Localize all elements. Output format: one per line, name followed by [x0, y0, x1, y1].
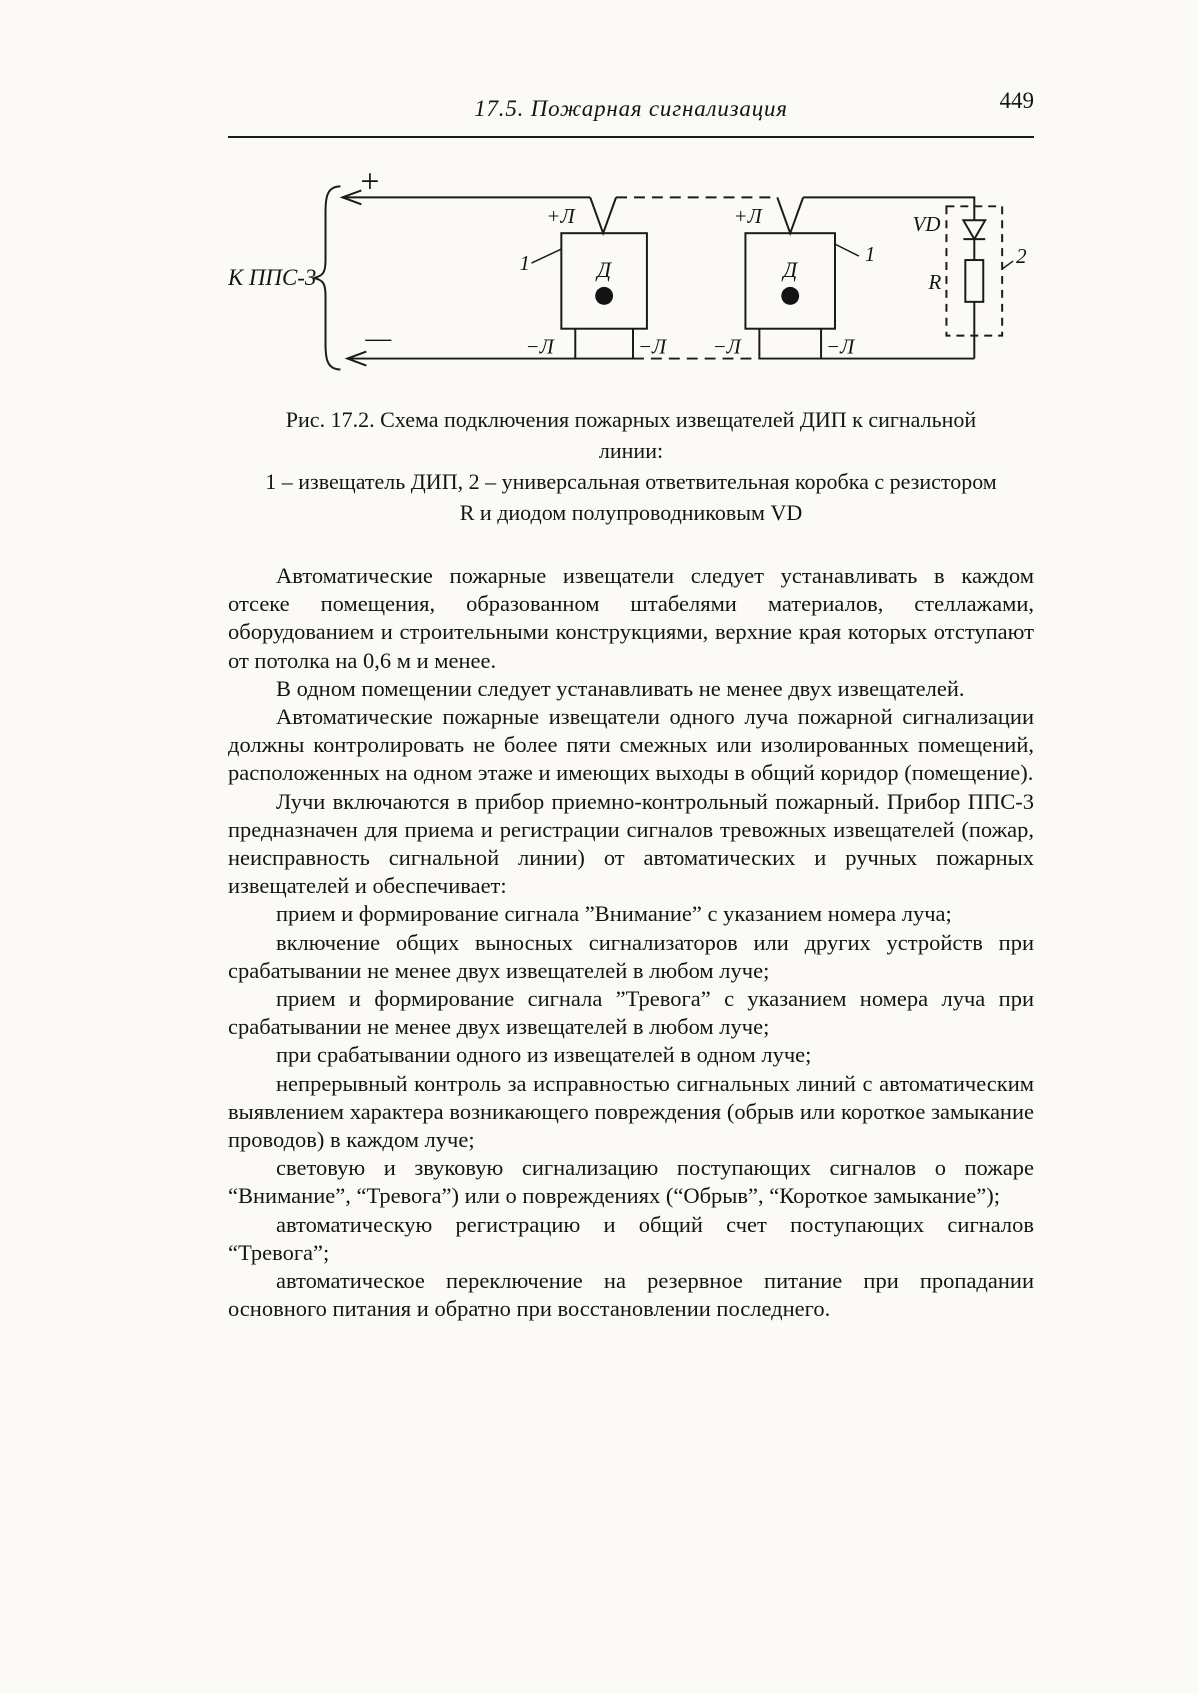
paragraph: Лучи включаются в прибор приемно-контрольный пожарный. Прибор ППС-3 предназначен для приема и регистрации сигналов тревожных извещателей (пожар, неисправность сигнальной линии) от автоматических и ручных пожарных извещателей и обеспечивает: [228, 788, 1034, 899]
minus-l-label-2: −Л [637, 334, 667, 359]
diode-label: VD [912, 212, 941, 237]
header-rule [228, 136, 1034, 138]
paragraph: включение общих выносных сигнализаторов или других устройств при срабатывании не менее двух извещателей в любом луче; [228, 929, 1034, 983]
body-text [228, 562, 1034, 1323]
v-joint-1 [590, 197, 616, 233]
plus-sign: + [360, 164, 380, 201]
page-number: 449 [999, 88, 1034, 113]
callout-leader-1a [531, 249, 561, 263]
v-joint-2 [777, 197, 803, 233]
resistor-icon [965, 260, 983, 302]
paragraph: Автоматические пожарные извещатели следует устанавливать в каждом отсеке помещения, образованном штабелями материалов, стеллажами, оборудованием и строительными конструкциями, верхние края которых отступают от потолка на 0,6 м и менее. [228, 563, 1034, 673]
callout-2: 2 [1016, 244, 1027, 269]
paragraph: прием и формирование сигнала ”Тревога” с указанием номера луча при срабатывании не менее двух извещателей в любом луче; [228, 986, 1034, 1040]
minus-l-label-4: −Л [826, 334, 855, 359]
paragraph: прием и формирование сигнала ”Внимание” с указанием номера луча; [276, 901, 952, 927]
caption-line-4: R и диодом полупроводниковым VD [459, 500, 803, 525]
paragraph: Автоматические пожарные извещатели одного луча пожарной сигнализации должны контролировать не более пяти смежных или изолированных помещений, расположенных на одном этаже и имеющих выходы в общий коридор (помещение). [228, 704, 1034, 786]
paragraph: автоматическую регистрацию и общий счет поступающих сигналов “Тревога”; [228, 1211, 1034, 1265]
paragraph: при срабатывании одного из извещателей в одном луче; [276, 1042, 812, 1068]
detector-led-1 [595, 287, 613, 305]
caption-line-3: 1 – извещатель ДИП, 2 – универсальная ответвительная коробка с резистором [265, 469, 997, 494]
paragraph: В одном помещении следует устанавливать не менее двух извещателей. [276, 675, 965, 701]
page-content [228, 0, 1034, 1323]
plus-l-label-1: +Л [546, 204, 575, 229]
paragraph: автоматическое переключение на резервное питание при пропадании основного питания и обратно при восстановлении последнего. [228, 1268, 1034, 1322]
figure-17-2 [228, 164, 1034, 376]
minus-sign: — [365, 323, 392, 353]
callout-leader-2 [1002, 261, 1013, 269]
resistor-label: R [928, 269, 942, 294]
kpps-label: К ППС-3 [228, 264, 317, 290]
callout-1a: 1 [519, 251, 530, 275]
detector-led-2 [781, 287, 799, 305]
caption-line-2: линии: [598, 438, 664, 463]
callout-1b: 1 [864, 242, 876, 267]
paragraph: непрерывный контроль за исправностью сигнальных линий с автоматическим выявлением характера возникающего повреждения (обрыв или короткое замыкание проводов) в каждом луче; [228, 1070, 1034, 1153]
paragraph: световую и звуковую сигнализацию поступающих сигналов о пожаре “Внимание”, “Тревога”) или о повреждениях (“Обрыв”, “Короткое замыкание”); [228, 1155, 1034, 1209]
detector-label-2: Д [783, 256, 798, 282]
figure-caption [228, 404, 1034, 528]
detector-label-1: Д [597, 256, 612, 282]
minus-l-label-3: −Л [712, 334, 741, 359]
section-title: 17.5. Пожарная сигнализация [474, 96, 788, 121]
caption-line-1: Рис. 17.2. Схема подключения пожарных извещателей ДИП к сигнальной [285, 407, 977, 432]
plus-l-label-2: +Л [733, 204, 762, 229]
page-header [228, 88, 1034, 130]
left-brace [314, 186, 341, 369]
top-line-right [803, 197, 974, 220]
minus-l-label-1: −Л [525, 334, 554, 359]
diode-icon [963, 220, 985, 239]
circuit-diagram [228, 164, 1034, 376]
callout-leader-1b [835, 244, 859, 256]
